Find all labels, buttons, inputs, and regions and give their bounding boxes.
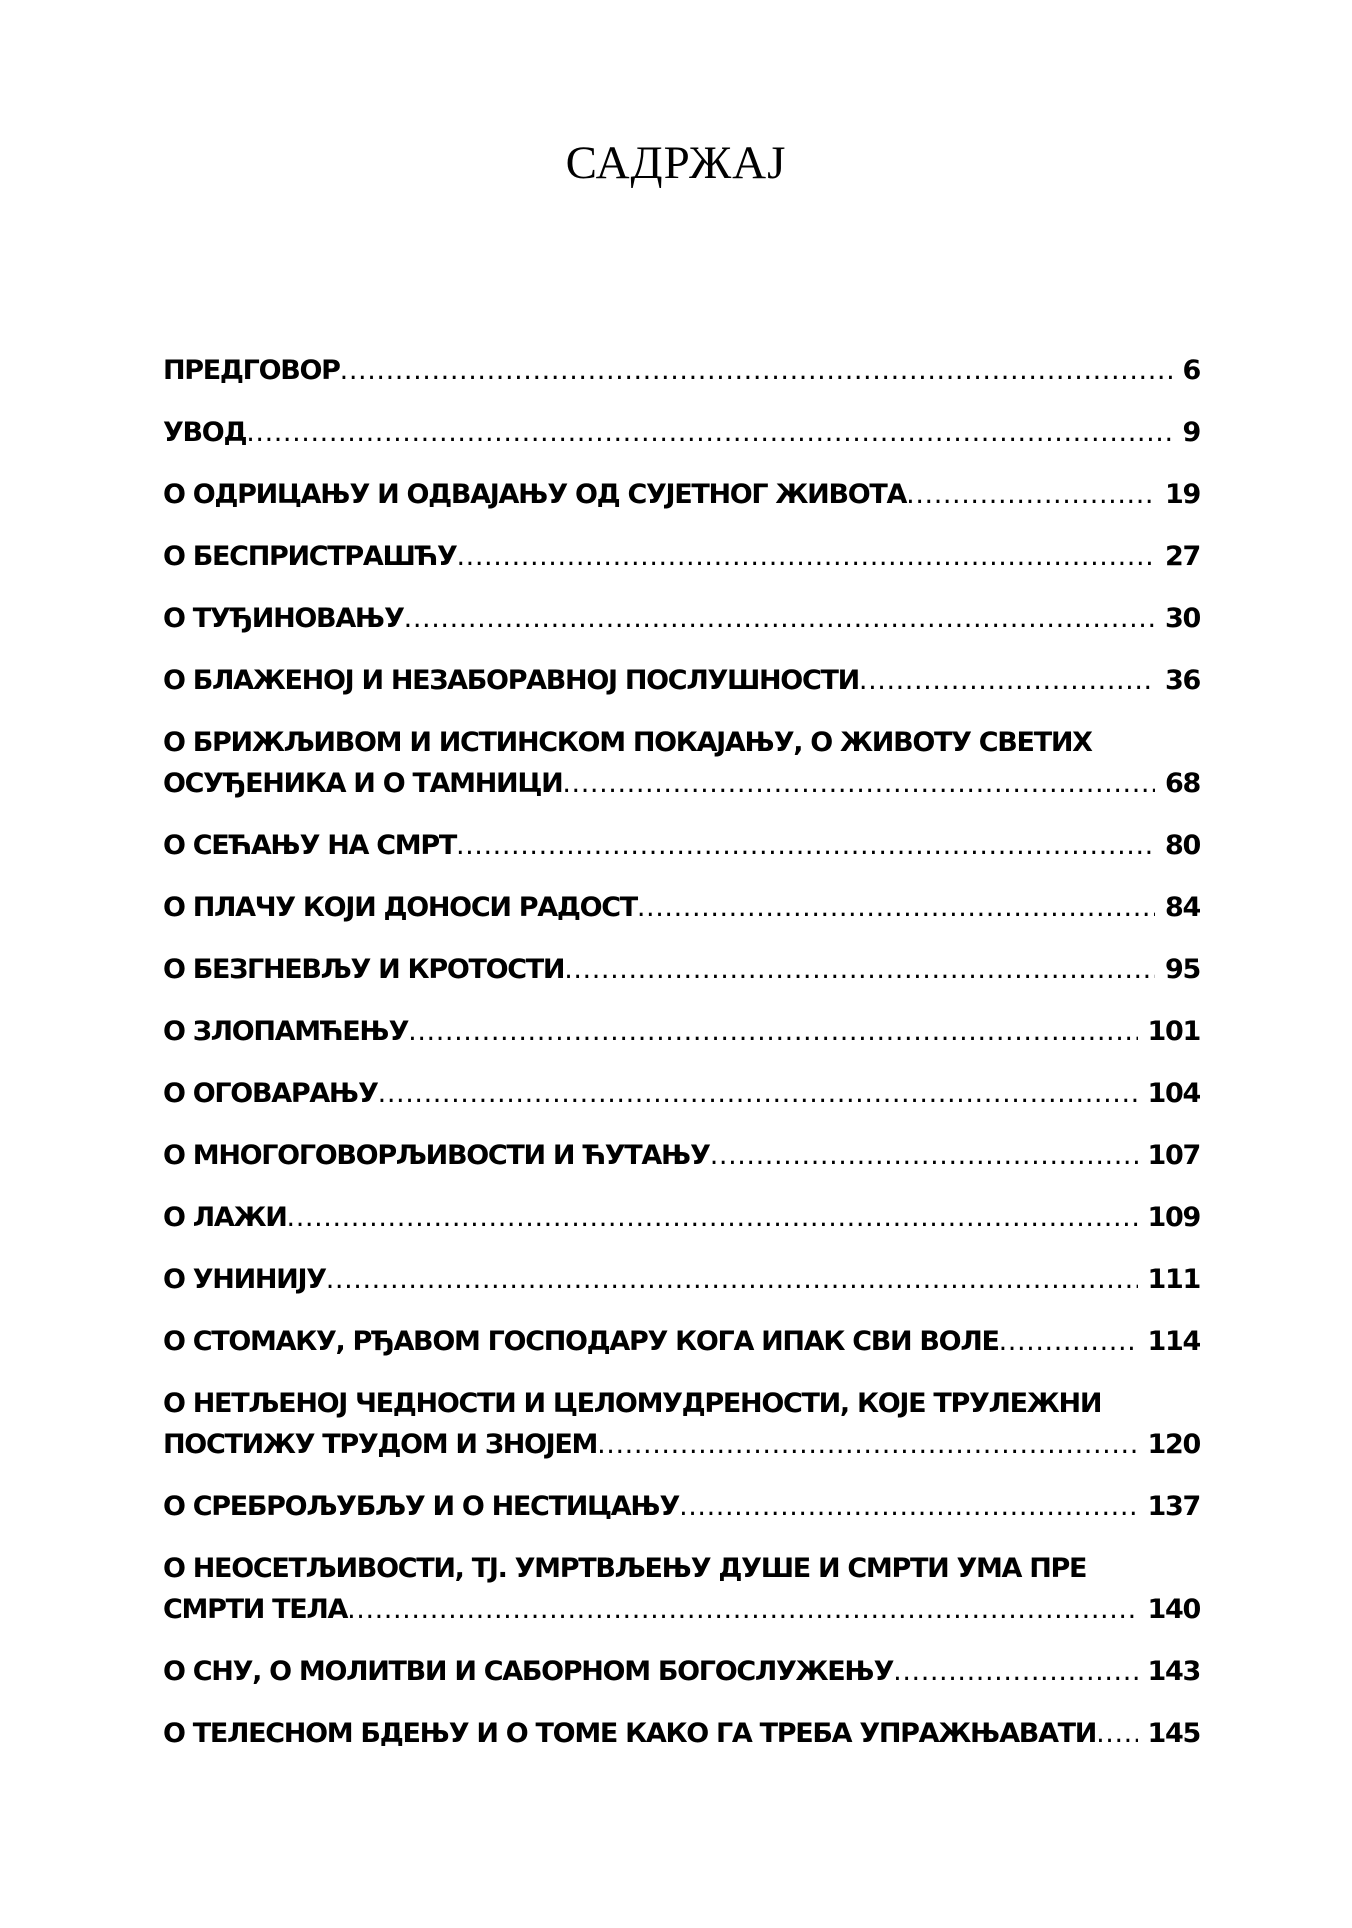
- toc-entry[interactable]: [163, 1713, 1200, 1754]
- dot-leader: [1096, 1713, 1137, 1754]
- toc-entry[interactable]: [163, 1259, 1200, 1300]
- dot-leader: [404, 598, 1155, 639]
- dot-leader: [340, 350, 1173, 391]
- toc-entry-title: [163, 1073, 1138, 1114]
- toc-entry-title-text: О БЕЗГНЕВЉУ И КРОТОСТИ: [163, 954, 565, 985]
- toc-page-number: 36: [1165, 665, 1200, 696]
- page-title: САДРЖАЈ: [565, 137, 787, 189]
- toc-entry-title: [163, 536, 1155, 577]
- toc-entry-title: [163, 412, 1173, 453]
- table-of-contents: [163, 350, 1200, 1775]
- toc-entry-title-line: О НЕТЉЕНОЈ ЧЕДНОСТИ И ЦЕЛОМУДРЕНОСТИ, КОЈЕ ТРУЛЕЖНИ: [163, 1388, 1102, 1419]
- toc-entry-title-text: О ЗЛОПАМЋЕЊУ: [163, 1016, 409, 1047]
- toc-entry[interactable]: [163, 1548, 1200, 1630]
- toc-page-number: 19: [1165, 479, 1200, 510]
- toc-entry-title-text: О ПЛАЧУ КОЈИ ДОНОСИ РАДОСТ: [163, 892, 637, 923]
- toc-entry[interactable]: [163, 825, 1200, 866]
- dot-leader: [562, 763, 1155, 804]
- toc-entry[interactable]: [163, 474, 1200, 515]
- dot-leader: [597, 1424, 1137, 1465]
- toc-page-number: 104: [1147, 1078, 1200, 1109]
- toc-entry-title: [163, 722, 1155, 804]
- toc-entry-title: [163, 1135, 1138, 1176]
- dot-leader: [679, 1486, 1137, 1527]
- toc-page-number: 114: [1147, 1326, 1200, 1357]
- toc-entry-title: [163, 1548, 1138, 1630]
- dot-leader: [246, 412, 1172, 453]
- toc-entry-title-text: ОСУЂЕНИКА И О ТАМНИЦИ: [163, 768, 563, 799]
- toc-entry-title: [163, 1197, 1138, 1238]
- toc-entry-title-text: О СРЕБРОЉУБЉУ И О НЕСТИЦАЊУ: [163, 1491, 680, 1522]
- toc-entry[interactable]: [163, 887, 1200, 928]
- toc-entry[interactable]: [163, 1321, 1200, 1362]
- dot-leader: [378, 1073, 1138, 1114]
- toc-entry-title: [163, 887, 1155, 928]
- toc-entry-title: [163, 474, 1155, 515]
- toc-entry[interactable]: [163, 660, 1200, 701]
- toc-entry-title-text: О ОДРИЦАЊУ И ОДВАЈАЊУ ОД СУЈЕТНОГ ЖИВОТА: [163, 479, 907, 510]
- toc-entry-title: [163, 1651, 1138, 1692]
- dot-leader: [637, 887, 1155, 928]
- dot-leader: [326, 1259, 1138, 1300]
- toc-entry-title-text: ПОСТИЖУ ТРУДОМ И ЗНОЈЕМ: [163, 1429, 598, 1460]
- toc-page-number: 145: [1147, 1718, 1200, 1749]
- toc-page-number: 120: [1147, 1429, 1200, 1460]
- toc-page-number: 80: [1165, 830, 1200, 861]
- toc-page-number: 111: [1147, 1264, 1200, 1295]
- toc-entry[interactable]: [163, 1383, 1200, 1465]
- toc-entry-title: [163, 825, 1155, 866]
- toc-entry[interactable]: [163, 412, 1200, 453]
- toc-entry-title-text: О СЕЋАЊУ НА СМРТ: [163, 830, 456, 861]
- toc-entry-title: [163, 1011, 1138, 1052]
- dot-leader: [564, 949, 1155, 990]
- toc-entry-title-text: О СТОМАКУ, РЂАВОМ ГОСПОДАРУ КОГА ИПАК СВИ ВОЛЕ: [163, 1326, 999, 1357]
- dot-leader: [999, 1321, 1138, 1362]
- dot-leader: [456, 536, 1155, 577]
- toc-entry-title-text: УВОД: [163, 417, 247, 448]
- toc-page-number: 30: [1165, 603, 1200, 634]
- toc-entry[interactable]: [163, 1073, 1200, 1114]
- toc-page-number: 140: [1147, 1594, 1200, 1625]
- toc-entry[interactable]: [163, 1135, 1200, 1176]
- dot-leader: [287, 1197, 1138, 1238]
- toc-entry-title: [163, 1486, 1138, 1527]
- dot-leader: [906, 474, 1155, 515]
- dot-leader: [456, 825, 1155, 866]
- toc-entry-title: [163, 1259, 1138, 1300]
- toc-entry[interactable]: [163, 1011, 1200, 1052]
- toc-entry-title-text: СМРТИ ТЕЛА: [163, 1594, 348, 1625]
- toc-entry-title: [163, 1383, 1138, 1465]
- toc-page-number: 143: [1147, 1656, 1200, 1687]
- dot-leader: [859, 660, 1155, 701]
- dot-leader: [347, 1589, 1137, 1630]
- toc-entry-title: [163, 949, 1155, 990]
- toc-entry-title-text: О ОГОВАРАЊУ: [163, 1078, 378, 1109]
- toc-entry-title-text: О ЛАЖИ: [163, 1202, 287, 1233]
- toc-entry-title-text: О БЕСПРИСТРАШЋУ: [163, 541, 457, 572]
- toc-entry[interactable]: [163, 722, 1200, 804]
- dot-leader: [710, 1135, 1138, 1176]
- toc-entry[interactable]: [163, 598, 1200, 639]
- toc-page-number: 68: [1165, 768, 1200, 799]
- toc-page-number: 6: [1182, 355, 1200, 386]
- toc-page-number: 95: [1165, 954, 1200, 985]
- toc-entry-title: [163, 350, 1173, 391]
- toc-entry-title: [163, 598, 1155, 639]
- toc-page-number: 27: [1165, 541, 1200, 572]
- toc-page-number: 137: [1147, 1491, 1200, 1522]
- toc-entry-title-text: О ТЕЛЕСНОМ БДЕЊУ И О ТОМЕ КАКО ГА ТРЕБА УПРАЖЊАВАТИ: [163, 1718, 1097, 1749]
- toc-page-number: 9: [1182, 417, 1200, 448]
- toc-entry-title-text: О МНОГОГОВОРЉИВОСТИ И ЋУТАЊУ: [163, 1140, 710, 1171]
- toc-entry[interactable]: [163, 1651, 1200, 1692]
- toc-page-number: 107: [1147, 1140, 1200, 1171]
- toc-entry[interactable]: [163, 536, 1200, 577]
- toc-entry[interactable]: [163, 949, 1200, 990]
- toc-entry-title: [163, 1321, 1138, 1362]
- toc-entry-title-line: О НЕОСЕТЉИВОСТИ, ТЈ. УМРТВЉЕЊУ ДУШЕ И СМРТИ УМА ПРЕ: [163, 1553, 1087, 1584]
- toc-entry-title-text: О БЛАЖЕНОЈ И НЕЗАБОРАВНОЈ ПОСЛУШНОСТИ: [163, 665, 859, 696]
- toc-entry-title-text: О СНУ, О МОЛИТВИ И САБОРНОМ БОГОСЛУЖЕЊУ: [163, 1656, 894, 1687]
- dot-leader: [408, 1011, 1137, 1052]
- toc-entry-title-text: О УНИНИЈУ: [163, 1264, 326, 1295]
- toc-entry-title: [163, 660, 1155, 701]
- toc-page-number: 109: [1147, 1202, 1200, 1233]
- toc-entry-title-line: О БРИЖЉИВОМ И ИСТИНСКОМ ПОКАЈАЊУ, О ЖИВОТУ СВЕТИХ: [163, 727, 1092, 758]
- toc-entry-title: [163, 1713, 1138, 1754]
- toc-entry[interactable]: [163, 1197, 1200, 1238]
- toc-entry[interactable]: [163, 350, 1200, 391]
- dot-leader: [893, 1651, 1137, 1692]
- toc-entry-title-text: О ТУЂИНОВАЊУ: [163, 603, 404, 634]
- toc-entry[interactable]: [163, 1486, 1200, 1527]
- toc-page-number: 84: [1165, 892, 1200, 923]
- toc-page-number: 101: [1147, 1016, 1200, 1047]
- toc-entry-title-text: ПРЕДГОВОР: [163, 355, 340, 386]
